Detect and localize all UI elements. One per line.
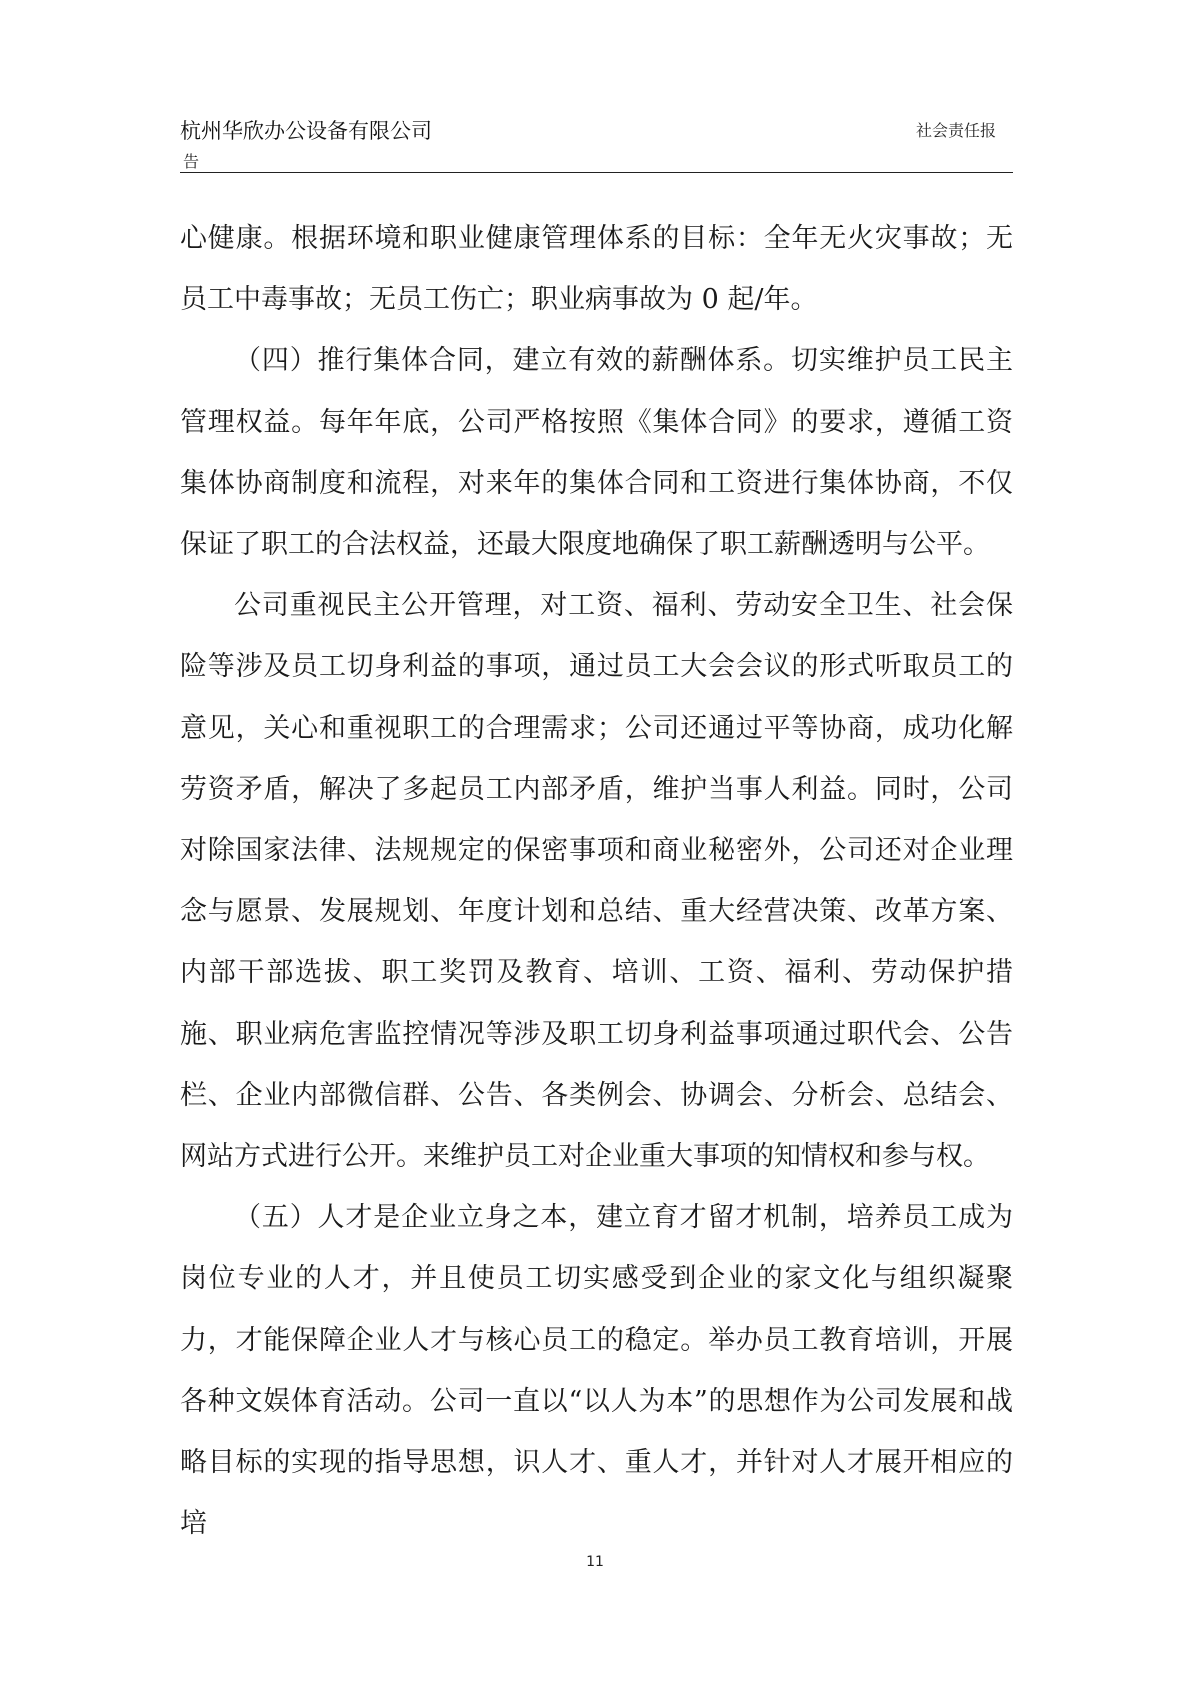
header-report-title: 社会责任报: [916, 121, 997, 140]
header-company-name: 杭州华欣办公设备有限公司: [180, 119, 432, 143]
document-body: [180, 208, 1013, 1554]
paragraph: 公司重视民主公开管理，对工资、福利、劳动安全卫生、社会保险等涉及员工切身利益的事项，通过员工大会会议的形式听取员工的意见，关心和重视职工的合理需求；公司还通过平等协商，成功化解劳资矛盾，解决了多起员工内部矛盾，维护当事人利益。同时，公司对除国家法律、法规规定的保密事项和商业秘密外，公司还对企业理念与愿景、发展规划、年度计划和总结、重大经营决策、改革方案、内部干部选拔、职工奖罚及教育、培训、工资、福利、劳动保护措施、职业病危害监控情况等涉及职工切身利益事项通过职代会、公告栏、企业内部微信群、公告、各类例会、协调会、分析会、总结会、网站方式进行公开。来维护员工对企业重大事项的知情权和参与权。: [180, 590, 1013, 1173]
header-divider: [180, 172, 1013, 173]
paragraph: （四）推行集体合同，建立有效的薪酬体系。切实维护员工民主管理权益。每年年底，公司严格按照《集体合同》的要求，遵循工资集体协商制度和流程，对来年的集体合同和工资进行集体协商，不仅保证了职工的合法权益，还最大限度地确保了职工薪酬透明与公平。: [180, 345, 1013, 561]
paragraph: （五）人才是企业立身之本，建立育才留才机制，培养员工成为岗位专业的人才，并且使员工切实感受到企业的家文化与组织凝聚力，才能保障企业人才与核心员工的稳定。举办员工教育培训，开展各种文娱体育活动。公司一直以“以人为本”的思想作为公司发展和战略目标的实现的指导思想，识人才、重人才，并针对人才展开相应的培: [180, 1202, 1013, 1540]
header-report-title-wrap: 告: [183, 152, 200, 171]
paragraph: 心健康。根据环境和职业健康管理体系的目标：全年无火灾事故；无员工中毒事故；无员工伤亡；职业病事故为 0 起/年。: [180, 223, 1013, 316]
page-number: 11: [586, 1554, 604, 1570]
